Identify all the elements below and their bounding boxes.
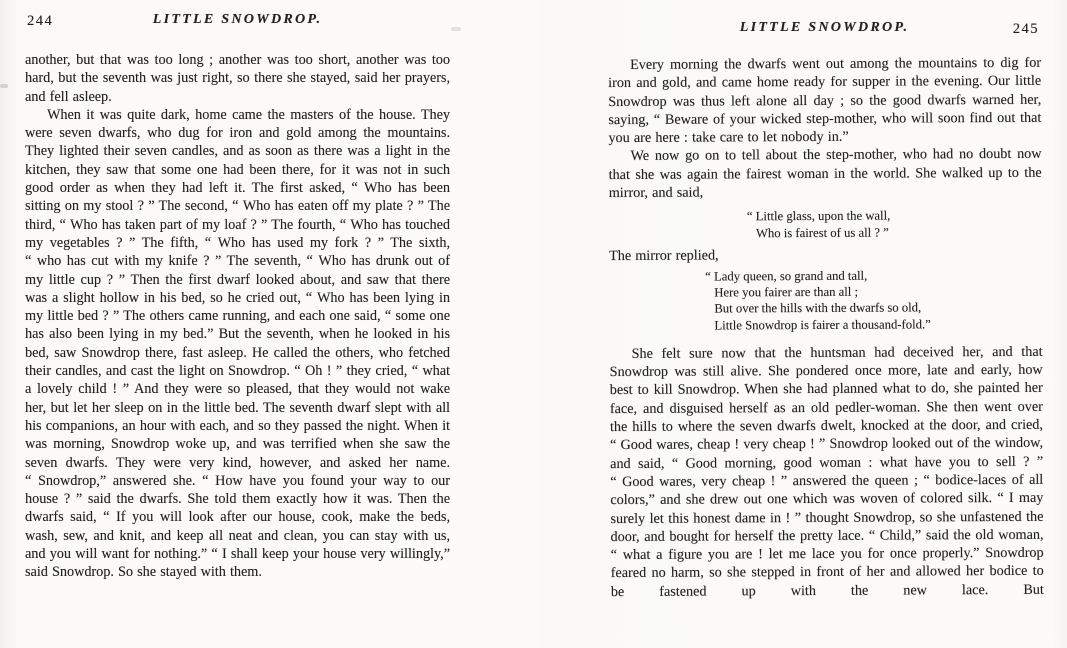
page-right (533, 0, 1067, 648)
running-title: LITTLE SNOWDROP. (152, 12, 323, 27)
paragraph: She felt sure now that the huntsman had deceived her, and that Snowdrop was still alive. She pondered once more, late and early, how best to kill Snowdrop. When she had planned what to do, she painted her face, and disguised herself as an old pedler-woman. She then went over the hills to where the seven dwarfs dwelt, knocked at the door, and cried, “ Good wares, cheap ! very cheap ! ” Snowdrop looked out of the window, and said, “ Good morning, good woman : what have you to sell ? ” “ Good wares, very cheap ! ” answered the queen ; “ bodice-laces of all colors,” and she drew out one which was woven of colored silk. “ I may surely let this honest dame in ! ” thought Snowdrop, so she unfastened the door, and bought for herself the pretty lace. “ Child,” said the old woman, “ what a figure you are ! let me lace you for once properly.” Snowdrop feared no harm, so she stepped in front of her and allowed her bodice to be fastened up with the new lace. But (609, 343, 1044, 600)
verse-line: “ Little glass, upon the wall, (746, 208, 891, 224)
paragraph: When it was quite dark, home came the masters of the house. They were seven dwarfs, who dug for iron and gold among the mountains. They lighted their seven candles, and as soon as there was a light in the kitchen, they saw that some one had been there, for it was not in such good order as when they had left it. The first asked, “ Who has been sitting on my stool ? ” The second, “ Who has eaten off my plate ? ” The third, “ Who has taken part of my loaf ? ” The fourth, “ Who has touched my vegetables ? ” The fifth, “ Who has used my fork ? ” The sixth, “ who has cut with my knife ? ” The seventh, “ Who has drunk out of my little cup ? ” Then the first dwarf looked about, and saw that there was a slight hollow in his bed, so he cried out, “ Who has been lying in my little bed ? ” The others came running, and each one said, “ some one has also been lying in my bed.” But the seventh, when he looked in his bed, saw Snowdrop there, fast asleep. He called the others, who fetched their candles, and cast the light on Snowdrop. “ Oh ! ” they cried, “ what a lovely child ! ” And they were so pleased, that they would not wake her, but let her sleep on in the little bed. The seventh dwarf slept with all his companions, an hour with each, and so they passed the night. When it was morning, Snowdrop woke up, and was terrified when she saw the seven dwarfs. They were very kind, however, and asked her name. “ Snowdrop,” answered she. “ How have you found your way to our house ? ” said the dwarfs. She told them exactly how it was. Then the dwarfs said, “ If you will look after our house, cook, make the beds, wash, sew, and knit, and keep all neat and clean, you can stay with us, and you will want for nothing.” “ I shall keep your house very willingly,” said Snowdrop. So she stayed with them. (25, 106, 450, 581)
page-header (608, 20, 1041, 42)
page-number: 244 (27, 13, 54, 29)
verse-line: Here you fairer are than all ; (714, 284, 858, 300)
verse-line: “ Lady queen, so grand and tall, (705, 268, 868, 284)
page-left (0, 0, 533, 648)
page-body (608, 54, 1044, 601)
running-title: LITTLE SNOWDROP. (739, 20, 910, 35)
verse-line: Who is fairest of us all ? ” (755, 225, 889, 240)
paragraph: Every morning the dwarfs went out among the mountains to dig for iron and gold, and came home ready for supper in the evening. Our little Snowdrop was thus left alone all day ; so the good dwarfs warned her, saying, “ Beware of your wicked step-mother, who will soon find out that you are here : take care to let nobody in.” (608, 54, 1042, 147)
verse-line: Little Snowdrop is fairer a thousand-fold.” (714, 317, 931, 333)
page-right-column (608, 20, 1044, 601)
verse-mirror-question (747, 207, 1042, 241)
page-header (25, 12, 450, 34)
page-left-column (25, 12, 450, 582)
verse-mirror-reply (705, 267, 1042, 334)
verse-line: But over the hills with the dwarfs so old, (714, 300, 922, 316)
paragraph: another, but that was too long ; another was too short, another was too hard, but the seventh was just right, so there she stayed, said her prayers, and fell asleep. (25, 52, 450, 105)
page-body (25, 51, 450, 582)
page-number: 245 (1012, 21, 1039, 37)
paragraph: The mirror replied, (609, 247, 719, 264)
paragraph: We now go on to tell about the step-mother, who had no doubt now that she was again the fairest woman in the world. She walked up to the mirror, and said, (608, 146, 1042, 202)
